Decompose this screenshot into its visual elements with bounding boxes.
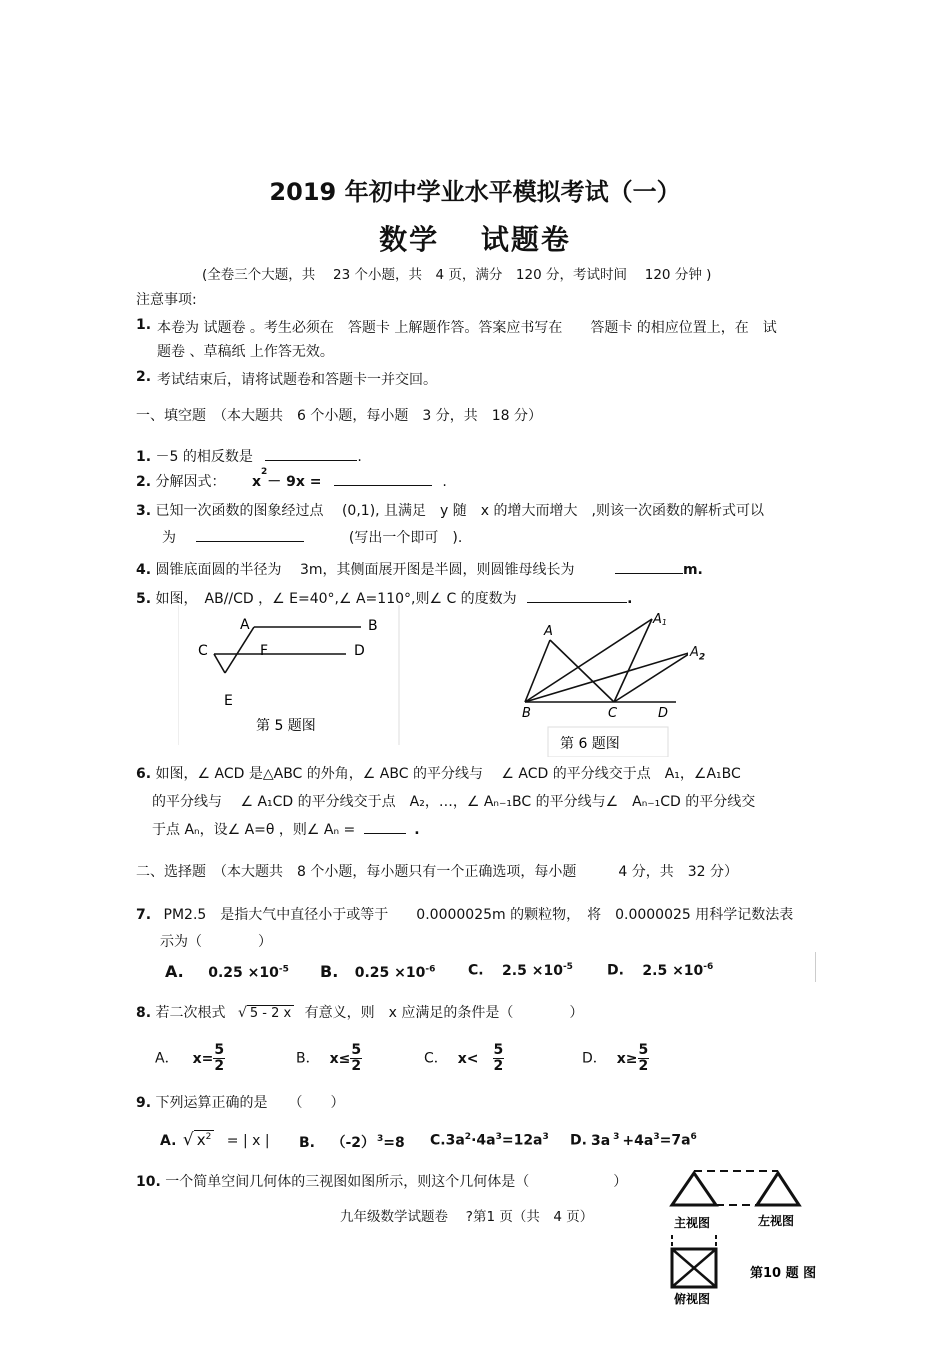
question-9-option-a[interactable]: A. √ $x^2$ = | x | bbox=[160, 1130, 270, 1150]
front-view-label: 主视图 bbox=[674, 1216, 711, 1230]
notice-1-line1: 本卷为 试题卷 。考生必须在 答题卡 上解题作答。答案应书写在 答题卡 的相应位置上，在 试 bbox=[157, 320, 777, 336]
question-7-line1 bbox=[136, 904, 793, 924]
exam-subtitle: 数学 试题卷 bbox=[379, 223, 571, 256]
question-9-option-b[interactable]: B. （-2） $^3$=8 bbox=[299, 1134, 405, 1151]
figure-10-views bbox=[668, 1163, 818, 1308]
question-6-end: . bbox=[414, 822, 420, 838]
question-7-option-c[interactable]: C. $2.5 \times 10^{-5}$ bbox=[468, 962, 573, 979]
exam-title: 2019 年初中学业水平模拟考试（一） bbox=[269, 178, 681, 206]
question-3-line2b: (写出一个即可 ). bbox=[348, 530, 463, 546]
section-fill-blank-heading: 一、填空题 （本大题共 6 个小题，每小题 3 分，共 18 分） bbox=[136, 408, 542, 424]
question-3-num: 3. bbox=[136, 503, 152, 519]
question-9 bbox=[136, 1092, 345, 1112]
answer-blank-2[interactable] bbox=[334, 471, 432, 486]
question-2-num: 2. bbox=[136, 474, 152, 490]
question-2-sup: 2 bbox=[261, 467, 268, 478]
question-7-num: 7. bbox=[136, 907, 152, 923]
question-2 bbox=[136, 467, 447, 491]
label-f: F bbox=[260, 643, 269, 659]
question-8-pre: 若二次根式 bbox=[155, 1005, 226, 1021]
notice-label: 注意事项: bbox=[136, 292, 197, 308]
left-view-triangle bbox=[757, 1173, 799, 1205]
figure-5-caption: 第 5 题图 bbox=[256, 718, 316, 734]
question-9-text: 下列运算正确的是 （ ） bbox=[155, 1095, 345, 1111]
question-8-option-a[interactable]: A． x= $\frac{5}{2}$ bbox=[155, 1042, 225, 1074]
question-4-end: m. bbox=[682, 562, 703, 578]
label-d: D bbox=[658, 706, 669, 721]
question-6-num: 6. bbox=[136, 766, 152, 782]
label-e: E bbox=[224, 693, 233, 709]
label-a2: $A_2$ bbox=[690, 645, 706, 663]
question-7-text-1: PM2.5 是指大气中直径小于或等于 0.0000025m 的颗粒物， 将 0.0000025 用科学记数法表 bbox=[163, 907, 794, 923]
question-9-option-c[interactable]: $C.3a^2\cdot 4a^3=12a^3$ bbox=[430, 1132, 549, 1149]
question-6-text-3: 于点 Aₙ，设∠ A=θ ，则∠ Aₙ = bbox=[152, 822, 356, 838]
label-c: C bbox=[198, 643, 208, 659]
question-10-num: 10. bbox=[136, 1174, 161, 1190]
answer-blank-5[interactable] bbox=[527, 588, 627, 603]
answer-blank-3[interactable] bbox=[196, 527, 304, 542]
exam-info: (全卷三个大题，共 23 个小题，共 4 页，满分 120 分，考试时间 120 分钟 ) bbox=[202, 267, 712, 283]
answer-blank-6[interactable] bbox=[364, 819, 406, 834]
label-a: A bbox=[240, 617, 250, 633]
sqrt-symbol: √ bbox=[182, 1130, 194, 1150]
question-5-num: 5. bbox=[136, 591, 152, 607]
question-8-option-b[interactable]: B． x≤ $\frac{5}{2}$ bbox=[296, 1042, 362, 1074]
line-ae bbox=[225, 627, 254, 673]
question-2-end: . bbox=[442, 474, 447, 490]
question-2-text: 分解因式： bbox=[155, 474, 226, 490]
question-7-option-a[interactable]: A. $0.25 \times 10^{-5}$ bbox=[165, 962, 289, 981]
page-footer: 九年级数学试题卷 ?第1 页（共 4 页） bbox=[340, 1209, 594, 1225]
label-a: A bbox=[544, 624, 553, 639]
notice-2-line1: 考试结束后，请将试题卷和答题卡一并交回。 bbox=[157, 372, 437, 388]
sqrt-symbol: √ bbox=[237, 1005, 247, 1021]
answer-blank-4[interactable] bbox=[615, 559, 683, 574]
label-b: B bbox=[368, 618, 378, 634]
question-5-end: . bbox=[627, 591, 633, 607]
top-view-label: 俯视图 bbox=[674, 1292, 711, 1306]
question-6-line3 bbox=[152, 819, 420, 839]
question-2-expr-b: － 9x = bbox=[267, 474, 322, 490]
line-ba bbox=[525, 640, 550, 702]
question-8-num: 8. bbox=[136, 1005, 152, 1021]
question-6-line2: 的平分线与 ∠ A₁CD 的平分线交于点 A₂，…，∠ Aₙ₋₁BC 的平分线与∠ Aₙ₋₁CD 的平分线交 bbox=[152, 794, 756, 810]
front-view-triangle bbox=[672, 1173, 716, 1205]
question-10 bbox=[136, 1171, 627, 1191]
question-3 bbox=[136, 500, 764, 520]
notice-2-num: 2. bbox=[136, 369, 152, 385]
question-1-text: －5 的相反数是 bbox=[155, 449, 253, 465]
question-6-text-1: 如图，∠ ACD 是△ABC 的外角，∠ ABC 的平分线与 ∠ ACD 的平分线交于点 A₁，∠A₁BC bbox=[155, 766, 741, 782]
question-6-line1 bbox=[136, 763, 741, 783]
question-7-option-d[interactable]: D. $2.5 \times 10^{-6}$ bbox=[607, 962, 714, 979]
divider bbox=[815, 952, 816, 982]
question-8-radicand: 5 - 2 x bbox=[247, 1005, 294, 1021]
question-5-text: 如图， AB//CD ，∠ E=40°,∠ A=110°,则∠ C 的度数为 bbox=[155, 591, 517, 607]
figure-6-diagram bbox=[508, 607, 688, 757]
answer-blank-1[interactable] bbox=[265, 446, 357, 461]
question-7-option-b[interactable]: B. $0.25 \times 10^{-6}$ bbox=[320, 962, 436, 981]
question-1-num: 1. bbox=[136, 449, 152, 465]
question-3-line2a: 为 bbox=[162, 530, 176, 546]
figure-6 bbox=[508, 607, 688, 757]
question-9-num: 9. bbox=[136, 1095, 152, 1111]
question-4-num: 4. bbox=[136, 562, 152, 578]
question-3-line1: 已知一次函数的图象经过点 (0,1), 且满足 y 随 x 的增大而增大 ,则该一次函数的解析式可以 bbox=[155, 503, 764, 519]
question-1 bbox=[136, 446, 362, 466]
figure-10 bbox=[668, 1163, 818, 1308]
question-7-line2: 示为（ ） bbox=[160, 934, 272, 950]
question-10-text: 一个简单空间几何体的三视图如图所示，则这个几何体是（ ） bbox=[165, 1174, 628, 1190]
label-a1: A1 bbox=[653, 612, 667, 627]
figure-6-caption: 第 6 题图 bbox=[560, 736, 620, 752]
question-3-line2 bbox=[162, 527, 462, 547]
notice-1-num: 1. bbox=[136, 317, 152, 333]
figure-10-caption: 第10 题 图 bbox=[750, 1266, 817, 1281]
figure-5-diagram bbox=[178, 605, 400, 745]
left-view-label: 左视图 bbox=[758, 1214, 795, 1228]
question-4 bbox=[136, 559, 703, 579]
question-9-option-d[interactable]: D. 3a $^3 +4a^3=7a^6$ bbox=[570, 1132, 697, 1149]
question-8 bbox=[136, 1002, 583, 1022]
question-8-option-c[interactable]: C． x< $\frac{5}{2}$ bbox=[424, 1042, 504, 1074]
label-d: D bbox=[354, 643, 365, 659]
question-4-text: 圆锥底面圆的半径为 3m，其侧面展开图是半圆，则圆锥母线长为 bbox=[155, 562, 575, 578]
figure-5 bbox=[178, 605, 400, 745]
section-choice-heading: 二、选择题 （本大题共 8 个小题，每小题只有一个正确选项，每小题 4 分，共 32 分） bbox=[136, 864, 738, 880]
line-ce bbox=[214, 654, 225, 673]
question-2-expr-a: x bbox=[251, 474, 261, 490]
label-b: B bbox=[522, 706, 531, 721]
question-8-post: 有意义，则 x 应满足的条件是（ ） bbox=[304, 1005, 584, 1021]
notice-1-line2: 题卷 、草稿纸 上作答无效。 bbox=[157, 344, 334, 360]
question-8-option-d[interactable]: D． x≥ $\frac{5}{2}$ bbox=[582, 1042, 649, 1074]
label-c: C bbox=[608, 706, 618, 721]
question-1-end: . bbox=[357, 449, 362, 465]
